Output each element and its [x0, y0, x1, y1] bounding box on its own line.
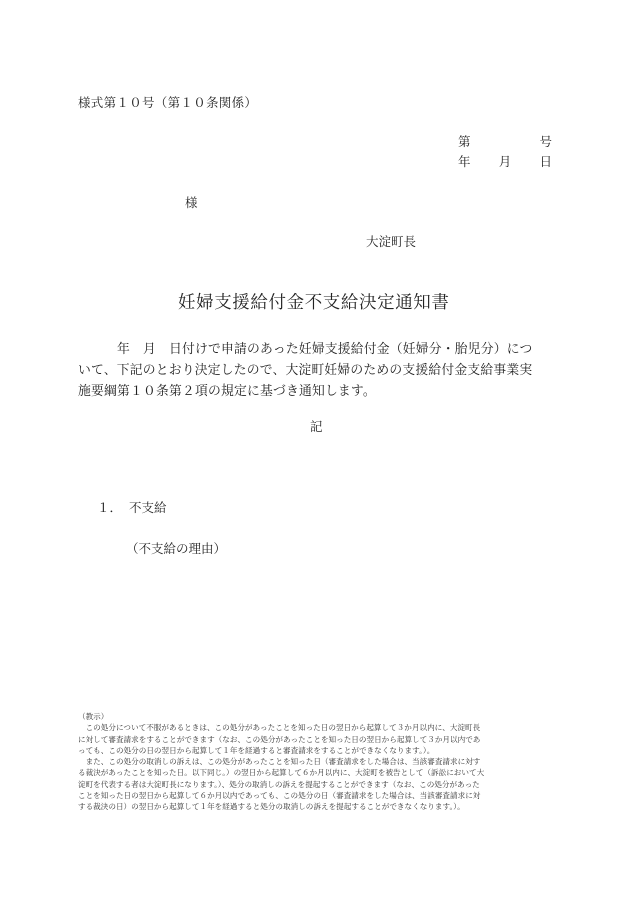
form-number: 様式第１０号（第１０条関係）: [78, 95, 258, 110]
notice-line: また、この処分の取消しの訴えは、この処分があったことを知った日（審査請求をした場合は、当該審査請求に対す: [78, 757, 481, 767]
doc-no-prefix: 第: [458, 134, 471, 149]
date-field: [458, 154, 552, 170]
body-paragraph: [78, 339, 553, 402]
notice-line: 淀町を代表する者は大淀町長になります。）、処分の取消しの訴えを提起することができます（なお、この処分があった: [78, 779, 480, 789]
body-line: 施要綱第１０条第２項の規定に基づき通知します。: [78, 384, 376, 399]
notice-heading: （教示）: [78, 712, 109, 721]
document-title: 妊婦支援給付金不支給決定通知書: [178, 293, 450, 313]
notice-line: っても、この処分の日の翌日から起算して１年を経過すると審査請求をすることができなくなります。）。: [78, 745, 435, 755]
ki-heading: 記: [310, 419, 323, 434]
reason-label: （不支給の理由）: [126, 541, 227, 556]
recipient-honorific: 様: [185, 195, 198, 210]
date-year: 年: [458, 154, 471, 169]
issuer-name: 大淀町長: [366, 234, 417, 249]
body-line: いて、下記のとおり決定したので、大淀町妊婦のための支援給付金支給事業実: [78, 363, 533, 378]
date-month: 月: [498, 154, 512, 169]
notice-line: する裁決の日）の翌日から起算して１年を経過すると処分の取消しの訴えを提起することができなくなります。）。: [78, 802, 465, 812]
item-1: [97, 500, 167, 516]
notice-line: る裁決があったことを知った日。以下同じ。）の翌日から起算して６か月以内に、大淀町を被告として（訴訟において大: [78, 768, 485, 778]
notice-line: ことを知った日の翌日から起算して６か月以内であっても、この処分の日（審査請求をした場合は、当該審査請求に対: [78, 791, 481, 801]
item-1-number: １．: [97, 500, 123, 515]
date-day: 日: [539, 154, 552, 169]
item-1-label: 不支給: [128, 500, 167, 515]
body-line: 年 月 日付けで申請のあった妊婦支援給付金（妊婦分・胎児分）につ: [78, 342, 533, 357]
notice-line: に対して審査請求をすることができます（なお、この処分があったことを知った日の翌日から起算して３か月以内であ: [78, 734, 481, 744]
appeal-notice: [78, 711, 558, 813]
doc-no-suffix: 号: [539, 134, 552, 149]
document-number-field: [458, 134, 552, 150]
notice-line: この処分について不服があるときは、この処分があったことを知った日の翌日から起算して３か月以内に、大淀町長: [78, 723, 481, 733]
